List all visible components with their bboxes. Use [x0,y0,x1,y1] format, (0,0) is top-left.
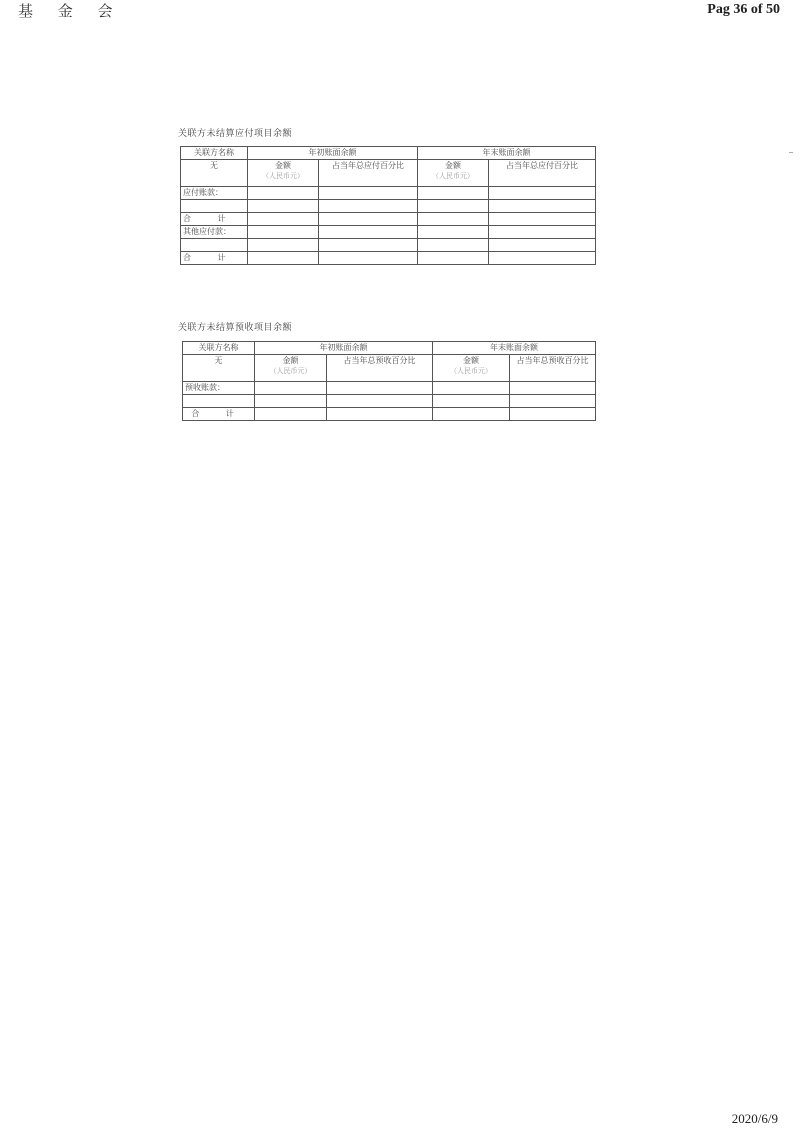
none-cell: 无 [183,355,255,382]
table-row [183,382,596,395]
amount-label: 金额 [463,356,479,365]
accounts-payable-label: 应付账款： [181,187,248,200]
table-row [181,213,596,226]
closing-amount-header [418,160,489,187]
page-number: Pag 36 of 50 [707,2,780,17]
table-row [181,200,596,213]
total-label: 合 计 [183,408,255,421]
amount-label: 金额 [275,161,291,170]
party-name-header: 关联方名称 [181,147,248,160]
table-row [181,187,596,200]
unit-label: （人民币元） [262,172,304,180]
opening-balance-header: 年初账面余额 [248,147,418,160]
none-cell: 无 [181,160,248,187]
payables-table [180,146,596,265]
table-row [181,239,596,252]
closing-percent-header: 占当年总预收百分比 [510,355,596,382]
unit-label: （人民币元） [432,172,474,180]
party-name-header: 关联方名称 [183,342,255,355]
table-row [183,395,596,408]
closing-balance-header: 年末账面余额 [418,147,596,160]
receipts-in-advance-table [182,341,596,421]
opening-amount-header [248,160,319,187]
closing-balance-header: 年末账面余额 [433,342,596,355]
opening-balance-header: 年初账面余额 [255,342,433,355]
unit-label: （人民币元） [269,367,312,375]
foundation-header-text: 基 金 会 [18,2,123,20]
opening-amount-header [255,355,327,382]
scan-mark [789,152,793,153]
opening-percent-header: 占当年总应付百分比 [319,160,418,187]
amount-label: 金额 [282,356,299,365]
other-payables-label: 其他应付款： [181,226,248,239]
table-row [181,252,596,265]
total-label: 合 计 [181,252,248,265]
subtotal-label: 合 计 [181,213,248,226]
opening-percent-header: 占当年总预收百分比 [327,355,433,382]
footer-date: 2020/6/9 [731,1111,778,1126]
table2-caption: 关联方未结算预收项目余额 [178,323,293,333]
receipts-in-advance-label: 预收账款： [183,382,255,395]
closing-percent-header: 占当年总应付百分比 [489,160,596,187]
table1-caption: 关联方未结算应付项目余额 [178,129,293,139]
unit-label: （人民币元） [450,367,492,375]
table-row [181,226,596,239]
table-row [183,408,596,421]
closing-amount-header [433,355,510,382]
amount-label: 金额 [445,161,461,170]
